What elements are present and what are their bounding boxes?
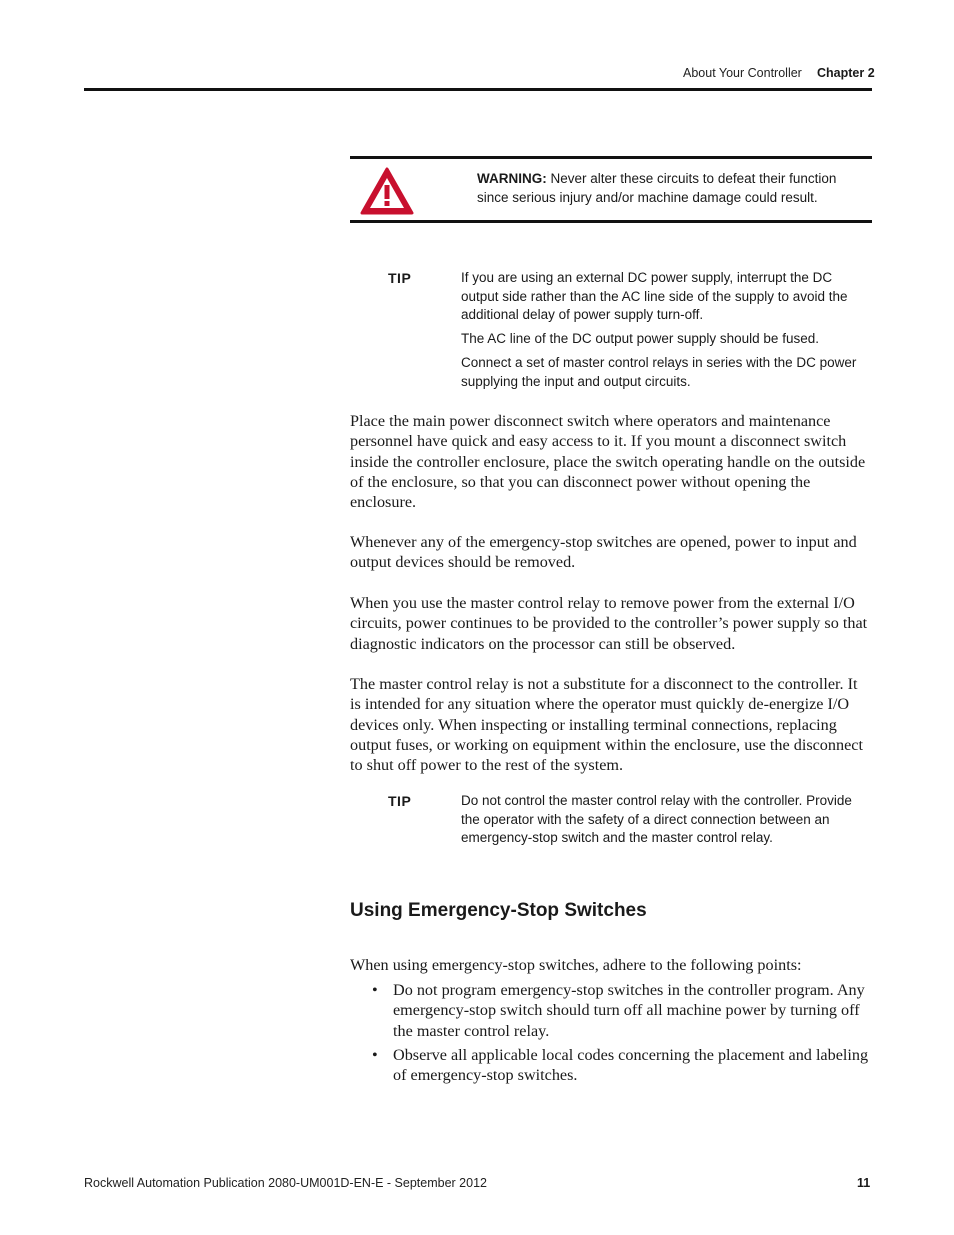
bullet-icon: • (372, 1046, 378, 1064)
warning-top-rule (350, 156, 872, 159)
body-paragraph: Place the main power disconnect switch where operators and maintenance personnel have quick and easy access to it. If you mount a disconnect switch inside the controller enclosure, place the switch operating handle on the outside of the enclosure, so that you can disconnect power without opening the enclosure. (350, 412, 866, 512)
warning-text: Never alter these circuits to defeat their function since serious injury and/or machine damage could result. (477, 171, 837, 205)
warning-message (477, 169, 867, 207)
list-item-text: Do not program emergency-stop switches in the controller program. Any emergency-stop switch should turn off all machine power by turning off the master control relay. (393, 981, 865, 1040)
running-header-section: About Your Controller (683, 66, 802, 80)
section-heading: Using Emergency-Stop Switches (350, 900, 647, 921)
tip-paragraph: Connect a set of master control relays in series with the DC power supplying the input and output circuits. (461, 354, 857, 389)
tip-text (461, 269, 871, 391)
body-paragraph: Whenever any of the emergency-stop switches are opened, power to input and output devices should be removed. (350, 533, 857, 572)
bullet-icon: • (372, 981, 378, 999)
tip-label: TIP (388, 793, 412, 809)
tip-paragraph: If you are using an external DC power supply, interrupt the DC output side rather than the AC line side of the supply to avoid the additional delay of power supply turn-off. (461, 270, 848, 323)
warning-label: WARNING: (477, 171, 547, 186)
warning-bottom-rule (350, 220, 872, 223)
list-item-text: Observe all applicable local codes concerning the placement and labeling of emergency-stop switches. (393, 1046, 869, 1085)
header-rule (84, 88, 872, 91)
page-number: 11 (857, 1176, 871, 1190)
tip-label: TIP (388, 270, 412, 286)
footer-publication: Rockwell Automation Publication 2080-UM001D-EN-E - September 2012 (84, 1176, 487, 1190)
section-intro: When using emergency-stop switches, adhere to the following points: (350, 956, 802, 974)
body-paragraph: When you use the master control relay to remove power from the external I/O circuits, power continues to be provided to the controller’s power supply so that diagnostic indicators on the processor can still be observed. (350, 594, 868, 653)
tip-text: Do not control the master control relay with the controller. Provide the operator with the safety of a direct connection between an emergency-stop switch and the master control relay. (461, 793, 852, 846)
tip-paragraph: The AC line of the DC output power supply should be fused. (461, 331, 819, 347)
warning-triangle-icon (360, 166, 414, 216)
body-paragraph: The master control relay is not a substitute for a disconnect to the controller. It is intended for any situation where the operator must quickly de-energize I/O devices only. When inspecting or installing terminal connections, replacing output fuses, or working on equipment within the enclosure, use the disconnect to shut off power to the rest of the system. (350, 675, 863, 775)
running-header-chapter: Chapter 2 (817, 66, 875, 80)
